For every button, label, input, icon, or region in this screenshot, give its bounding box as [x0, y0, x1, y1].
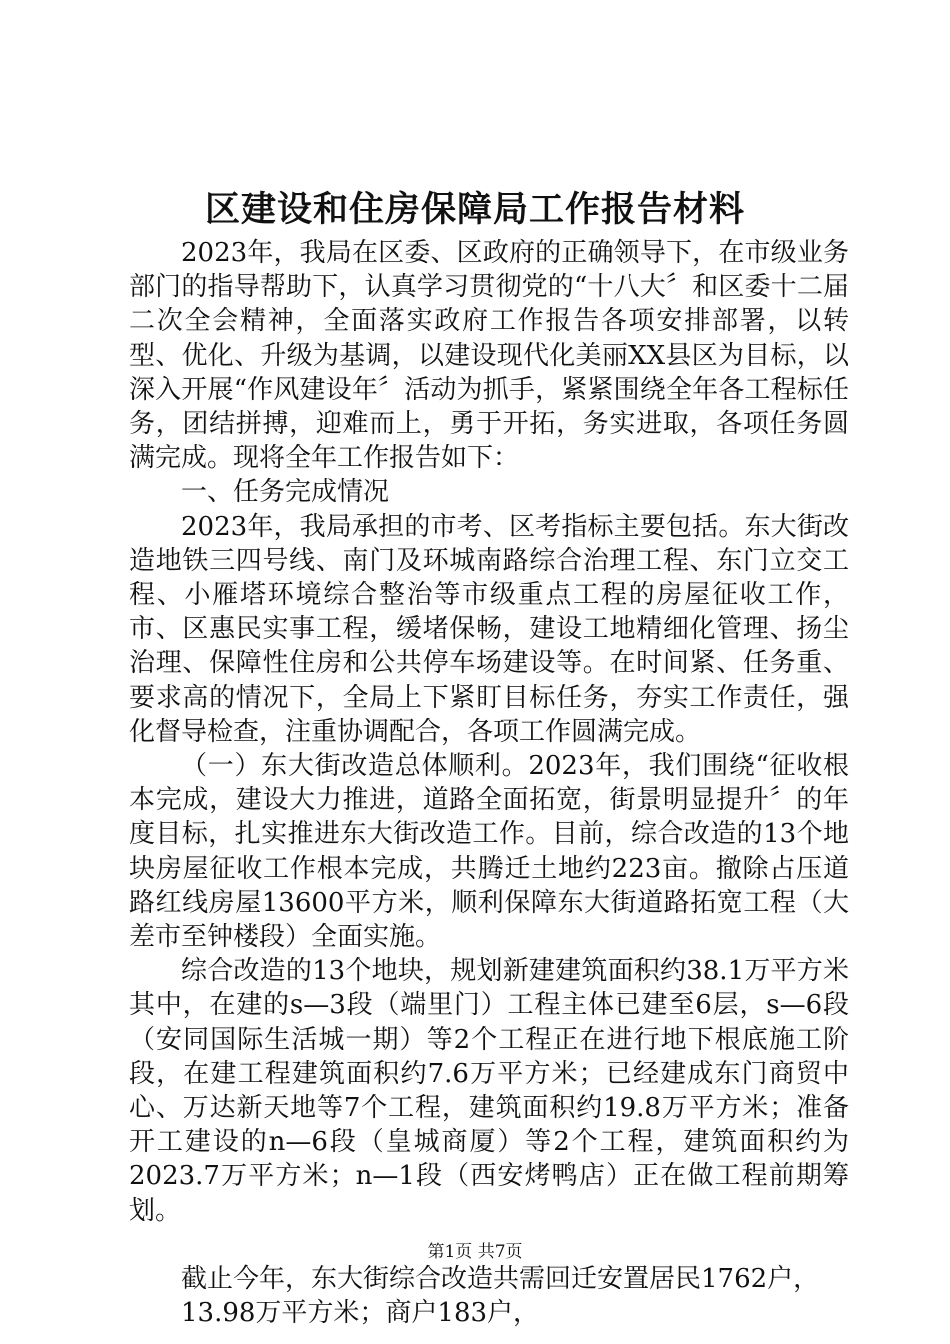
page-number-footer: 第1页 共7页: [427, 1242, 523, 1262]
section-heading: 一、任务完成情况: [181, 477, 390, 508]
plots-paragraph: 综合改造的13个地块，规划新建建筑面积约38.1万平方米其中，在建的s—3段（端里门）工程主体已建至6层，s—6段（安同国际生活城一期）等2个工程正在进行地下根底施工阶段，在建工程建筑面积约7.6万平方米；已经建成东门商贸中心、万达新天地等7个工程，建筑面积约19.8万平方米；准备开工建设的n—6段（皇城商厦）等2个工程，建筑面积约为2023.7万平方米；n—1段（西安烤鸭店）正在做工程前期筹划。: [129, 956, 849, 1226]
document-body: [129, 236, 849, 1330]
intro-paragraph: 2023年，我局在区委、区政府的正确领导下，在市级业务部门的指导帮助下，认真学习贯彻党的“十八大〞和区委十二届二次全会精神，全面落实政府工作报告各项安排部署，以转型、优化、升级为基调，以建设现代化美丽XX县区为目标，以深入开展“作风建设年〞活动为抓手，紧紧围绕全年各工程标任务，团结拼搏，迎难而上，勇于开拓，务实进取，各项任务圆满完成。现将全年工作报告如下：: [129, 238, 849, 474]
document-title: 区建设和住房保障局工作报告材料: [204, 189, 745, 230]
closing-line-1: 截止今年，东大街综合改造共需回迁安置居民1762户，: [181, 1263, 820, 1294]
east-street-paragraph: （一）东大街改造总体顺利。2023年，我们围绕“征收根本完成，建设大力推进，道路全面拓宽，街景明显提升〞的年度目标，扎实推进东大街改造工作。目前，综合改造的13个地块房屋征收工作根本完成，共腾迁土地约223亩。撤除占压道路红线房屋13600平方米，顺利保障东大街道路拓宽工程（大差市至钟楼段）全面实施。: [129, 751, 849, 953]
task-summary-paragraph: 2023年，我局承担的市考、区考指标主要包括。东大街改造地铁三四号线、南门及环城南路综合治理工程、东门立交工程、小雁塔环境综合整治等市级重点工程的房屋征收工作，市、区惠民实事工程，缓堵保畅，建设工地精细化管理、扬尘治理、保障性住房和公共停车场建设等。在时间紧、任务重、要求高的情况下，全局上下紧盯目标任务，夯实工作责任，强化督导检查，注重协调配合，各项工作圆满完成。: [129, 511, 849, 747]
closing-line-2: 13.98万平方米；商户183户，: [181, 1298, 540, 1329]
